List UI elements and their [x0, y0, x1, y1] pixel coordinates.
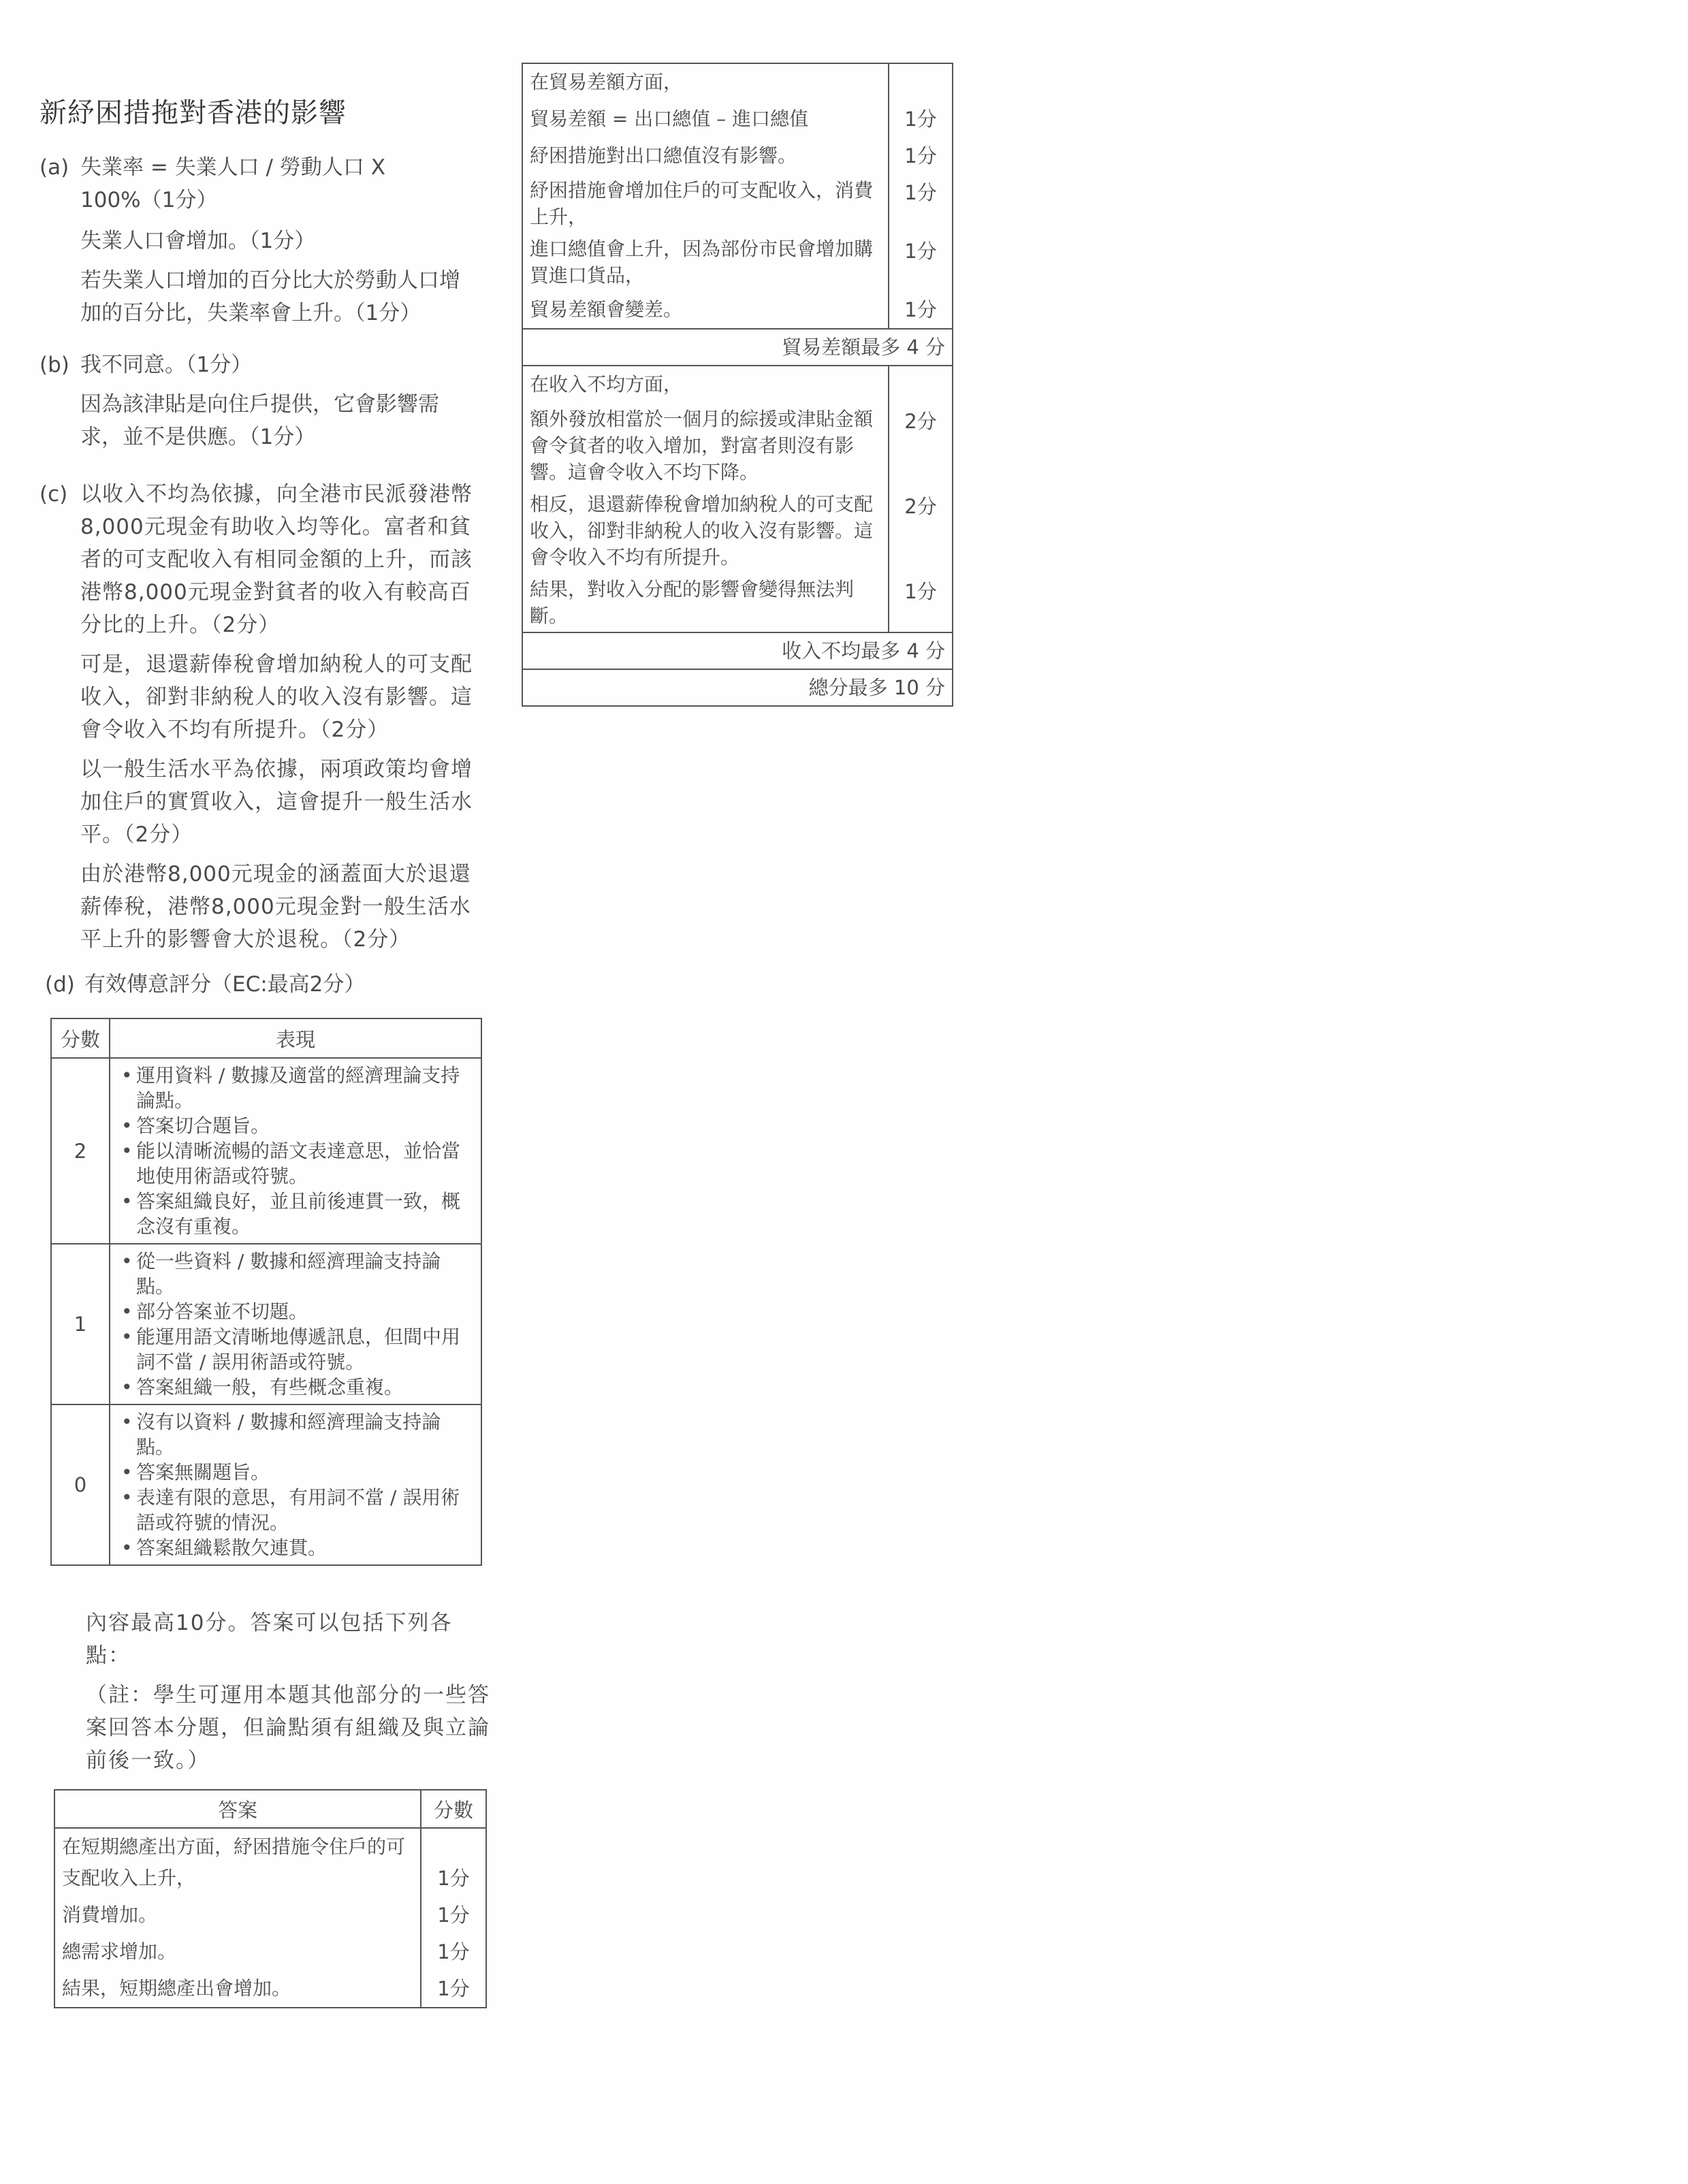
income-heading-mark	[889, 366, 953, 403]
ec-description	[110, 1058, 481, 1244]
answer-table	[54, 1789, 487, 2008]
section-b	[39, 349, 482, 453]
trade-mark: 1分	[889, 174, 953, 233]
income-heading-row	[522, 366, 953, 403]
ec-score: 1	[51, 1244, 110, 1404]
answer-mark: 1分	[421, 1828, 486, 1897]
trade-heading-row	[522, 63, 953, 101]
ec-list	[117, 1409, 475, 1560]
answer-header-answer: 答案	[54, 1790, 421, 1828]
scoring-table	[522, 63, 953, 707]
section-c	[39, 478, 482, 956]
ec-list-item: • 答案切合題旨。	[117, 1113, 475, 1138]
answer-text: 在短期總產出方面，紓困措施令住戶的可支配收入上升，	[54, 1828, 421, 1897]
income-row	[522, 573, 953, 632]
ec-list-item: • 部分答案並不切題。	[117, 1299, 475, 1324]
section-a-point-2: 若失業人口增加的百分比大於勞動人口增加的百分比，失業率會上升。（1分）	[80, 268, 460, 325]
income-mark: 2分	[889, 403, 953, 488]
income-mark: 1分	[889, 573, 953, 632]
ec-header-score: 分數	[51, 1018, 110, 1058]
ec-row	[51, 1244, 481, 1404]
ec-list-item: • 答案無關題旨。	[117, 1460, 475, 1485]
section-d-label: (d)	[45, 972, 75, 997]
income-heading: 在收入不均方面，	[522, 366, 889, 403]
section-a-point-1: 失業人口會增加。（1分）	[80, 229, 316, 253]
section-c-point-3: 由於港幣8,000元現金的涵蓋面大於退還薪俸稅，港幣8,000元現金對一般生活水平上升的影響會大於退稅。（2分）	[80, 862, 471, 952]
answer-header-score: 分數	[421, 1790, 486, 1828]
ec-list	[117, 1063, 475, 1239]
trade-mark: 1分	[889, 138, 953, 174]
trade-mark: 1分	[889, 101, 953, 138]
ec-score: 2	[51, 1058, 110, 1244]
ec-score: 0	[51, 1404, 110, 1565]
ec-list-item: • 能以清晰流暢的語文表達意思，並恰當地使用術語或符號。	[117, 1138, 475, 1189]
trade-text: 紓困措施對出口總值沒有影響。	[522, 138, 889, 174]
total-row	[522, 669, 953, 706]
content-note: 內容最高10分。答案可以包括下列各點：	[86, 1611, 453, 1668]
trade-text: 進口總值會上升，因為部份市民會增加購買進口貨品，	[522, 233, 889, 291]
total-max: 總分最多 10 分	[522, 669, 953, 706]
income-mark: 2分	[889, 488, 953, 573]
income-max: 收入不均最多 4 分	[522, 632, 953, 669]
ec-list	[117, 1249, 475, 1400]
answer-table-header	[54, 1790, 486, 1828]
ec-header-performance: 表現	[110, 1018, 481, 1058]
ec-table-header	[51, 1018, 481, 1058]
ec-list-item: • 運用資料 / 數據及適當的經濟理論支持論點。	[117, 1063, 475, 1113]
answer-text: 消費增加。	[54, 1897, 421, 1933]
income-text: 額外發放相當於一個月的綜援或津貼金額會令貧者的收入增加，對富者則沒有影響。這會令收入不均下降。	[522, 403, 889, 488]
section-a	[39, 151, 482, 330]
page-title: 新紓困措拖對香港的影響	[39, 97, 347, 129]
ec-list-item: • 能運用語文清晰地傳遞訊息，但間中用詞不當 / 誤用術語或符號。	[117, 1324, 475, 1375]
answer-mark: 1分	[421, 1897, 486, 1933]
ec-list-item: • 答案組織一般，有些概念重複。	[117, 1375, 475, 1400]
section-b-text: 我不同意。（1分）	[80, 353, 253, 377]
income-row	[522, 403, 953, 488]
income-text: 相反，退還薪俸稅會增加納稅人的可支配收入，卻對非納稅人的收入沒有影響。這會令收入不均有所提升。	[522, 488, 889, 573]
remark-note: （註：學生可運用本題其他部分的一些答案回答本分題，但論點須有組織及與立論前後一致。）	[86, 1683, 490, 1773]
answer-mark: 1分	[421, 1933, 486, 1970]
trade-max-row	[522, 329, 953, 366]
trade-mark: 1分	[889, 291, 953, 329]
ec-list-item: • 表達有限的意思，有用詞不當 / 誤用術語或符號的情況。	[117, 1485, 475, 1535]
section-a-text: 失業率 = 失業人口 / 勞動人口 X 100%（1分）	[80, 155, 385, 212]
section-b-label: (b)	[39, 353, 69, 377]
ec-row	[51, 1404, 481, 1565]
trade-heading-mark	[889, 63, 953, 101]
trade-text: 貿易差額會變差。	[522, 291, 889, 329]
trade-row	[522, 233, 953, 291]
section-a-question	[39, 151, 482, 216]
section-a-label: (a)	[39, 155, 69, 180]
section-c-question	[39, 478, 482, 641]
section-c-label: (c)	[39, 482, 68, 507]
section-b-point-1: 因為該津貼是向住戶提供，它會影響需求，並不是供應。（1分）	[80, 392, 439, 449]
answer-text: 結果，短期總產出會增加。	[54, 1970, 421, 2008]
trade-text: 貿易差額 = 出口總值 – 進口總值	[522, 101, 889, 138]
section-c-point-2: 以一般生活水平為依據，兩項政策均會增加住戶的實質收入，這會提升一般生活水平。（2分）	[80, 757, 473, 847]
section-c-point-1: 可是，退還薪俸稅會增加納稅人的可支配收入，卻對非納稅人的收入沒有影響。這會令收入不均有所提升。（2分）	[80, 652, 473, 742]
section-d	[45, 968, 488, 1001]
section-b-question	[39, 349, 482, 381]
ec-list-item: • 答案組織良好，並且前後連貫一致，概念沒有重複。	[117, 1189, 475, 1239]
answer-row	[54, 1897, 486, 1933]
trade-text: 紓困措施會增加住戶的可支配收入，消費上升，	[522, 174, 889, 233]
ec-description	[110, 1244, 481, 1404]
section-d-text: 有效傳意評分（EC:最高2分）	[84, 972, 366, 997]
income-text: 結果，對收入分配的影響會變得無法判斷。	[522, 573, 889, 632]
trade-row	[522, 291, 953, 329]
ec-list-item: • 沒有以資料 / 數據和經濟理論支持論點。	[117, 1409, 475, 1460]
ec-description	[110, 1404, 481, 1565]
answer-row	[54, 1828, 486, 1897]
answer-text: 總需求增加。	[54, 1933, 421, 1970]
ec-list-item: • 答案組織鬆散欠連貫。	[117, 1535, 475, 1560]
answer-mark: 1分	[421, 1970, 486, 2008]
trade-heading: 在貿易差額方面，	[522, 63, 889, 101]
answer-row	[54, 1970, 486, 2008]
trade-mark: 1分	[889, 233, 953, 291]
trade-row	[522, 138, 953, 174]
income-max-row	[522, 632, 953, 669]
ec-table	[50, 1018, 482, 1566]
answer-row	[54, 1933, 486, 1970]
income-row	[522, 488, 953, 573]
section-d-heading	[45, 968, 488, 1001]
trade-row	[522, 174, 953, 233]
trade-max: 貿易差額最多 4 分	[522, 329, 953, 366]
ec-row	[51, 1058, 481, 1244]
ec-list-item: • 從一些資料 / 數據和經濟理論支持論點。	[117, 1249, 475, 1299]
section-c-text: 以收入不均為依據，向全港市民派發港幣8,000元現金有助收入均等化。富者和貧者的可支配收入有相同金額的上升，而該港幣8,000元現金對貧者的收入有較高百分比的上升。（2分）	[80, 482, 473, 637]
trade-row	[522, 101, 953, 138]
